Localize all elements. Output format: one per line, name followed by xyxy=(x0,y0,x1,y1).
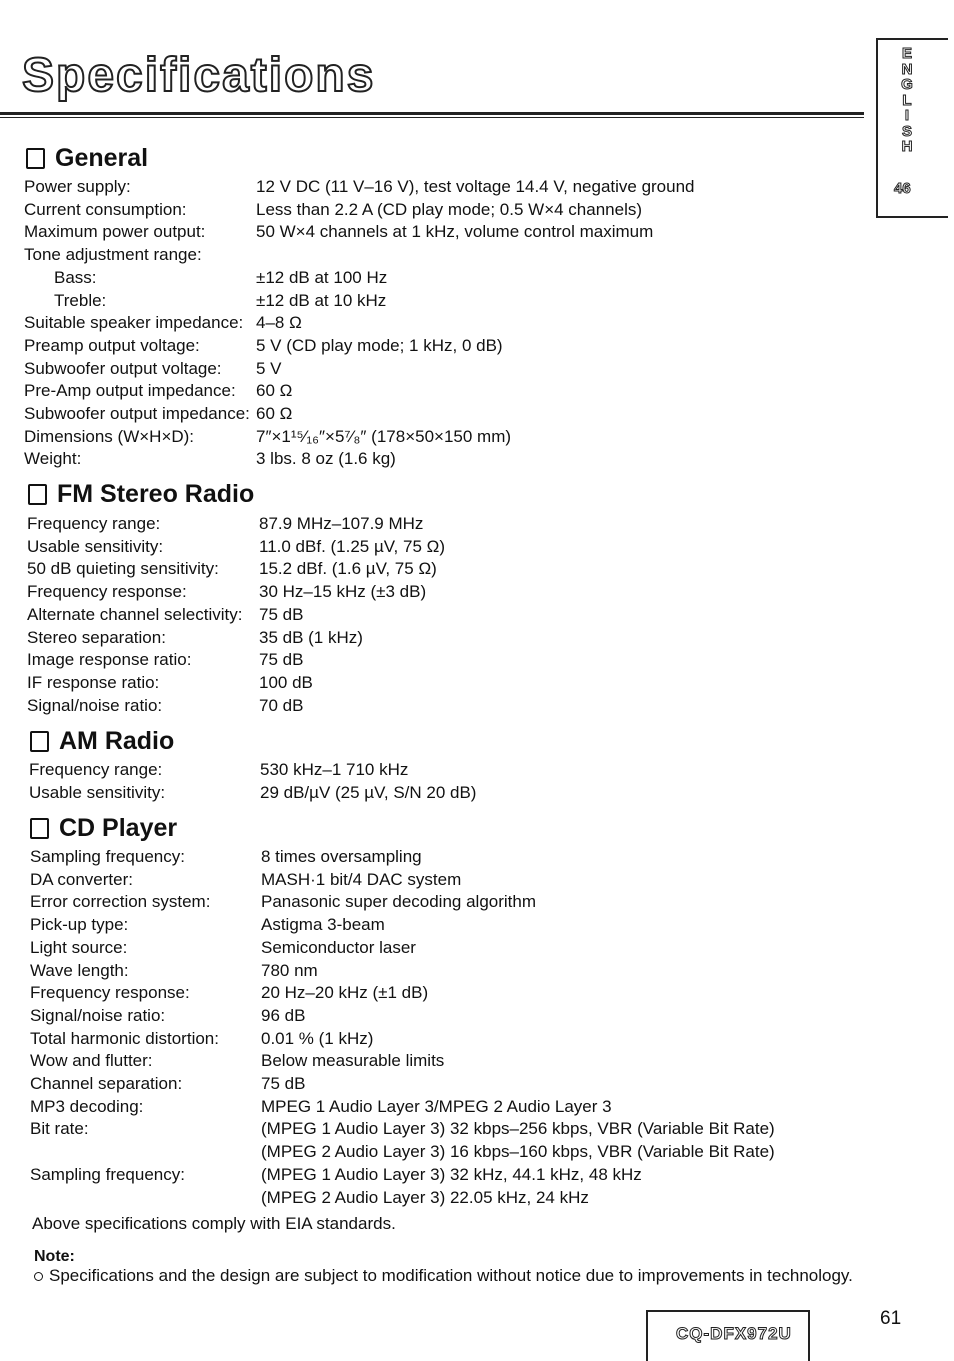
spec-label: Stereo separation: xyxy=(27,627,166,647)
spec-label: Sampling frequency: xyxy=(30,1164,185,1184)
spec-value: 29 dB/µV (25 µV, S/N 20 dB) xyxy=(260,782,477,802)
spec-label: Wave length: xyxy=(30,960,129,980)
spec-value: 100 dB xyxy=(259,672,313,692)
checkbox-icon xyxy=(30,731,49,752)
spec-label: IF response ratio: xyxy=(27,672,160,692)
spec-label: Subwoofer output impedance: xyxy=(24,404,250,423)
spec-value: 8 times oversampling xyxy=(261,847,422,866)
spec-value: 12 V DC (11 V–16 V), test voltage 14.4 V, negative ground xyxy=(256,177,695,196)
section-title-fm xyxy=(28,480,254,509)
spec-label: Current consumption: xyxy=(24,199,187,219)
spec-label: Usable sensitivity: xyxy=(29,782,166,802)
spec-label: DA converter: xyxy=(30,869,133,889)
spec-label: Preamp output voltage: xyxy=(24,335,200,355)
model-number: CQ-DFX972U xyxy=(676,1324,792,1343)
spec-label: Sampling frequency: xyxy=(30,847,185,866)
spec-label: Usable sensitivity: xyxy=(27,536,164,556)
spec-value: 20 Hz–20 kHz (±1 dB) xyxy=(261,983,429,1003)
spec-label: Subwoofer output voltage: xyxy=(24,358,222,378)
spec-value: 75 dB xyxy=(261,1074,306,1093)
spec-value: 60 Ω xyxy=(256,404,293,423)
language-letter: G xyxy=(901,76,913,93)
note-text-line xyxy=(34,1266,853,1286)
spec-value: 75 dB xyxy=(259,650,304,670)
spec-value: Astigma 3-beam xyxy=(261,915,385,935)
spec-label: Light source: xyxy=(30,937,128,957)
language-letter: L xyxy=(902,91,912,109)
page-title: Specifications xyxy=(22,49,376,102)
spec-value: MPEG 1 Audio Layer 3/MPEG 2 Audio Layer 3 xyxy=(261,1096,612,1116)
section-title-text: FM Stereo Radio xyxy=(57,480,255,508)
spec-value: Semiconductor laser xyxy=(261,937,416,957)
spec-value: 0.01 % (1 kHz) xyxy=(261,1028,374,1048)
spec-value: 30 Hz–15 kHz (±3 dB) xyxy=(259,582,427,602)
title-rule-thin xyxy=(0,117,864,118)
spec-value: (MPEG 2 Audio Layer 3) 22.05 kHz, 24 kHz xyxy=(261,1187,589,1207)
spec-value: 5 V (CD play mode; 1 kHz, 0 dB) xyxy=(256,335,503,355)
spec-label: Dimensions (W×H×D): xyxy=(24,426,195,446)
language-letter: N xyxy=(901,60,913,78)
spec-value: 7″×1¹⁵⁄₁₆″×5⁷⁄₈″ (178×50×150 mm) xyxy=(256,426,512,446)
spec-value: (MPEG 1 Audio Layer 3) 32 kbps–256 kbps, VBR (Variable Bit Rate) xyxy=(261,1119,775,1139)
spec-value: 87.9 MHz–107.9 MHz xyxy=(259,514,424,533)
spec-label: Tone adjustment range: xyxy=(24,245,202,265)
spec-label: Frequency range: xyxy=(27,514,161,533)
spec-value: (MPEG 2 Audio Layer 3) 16 kbps–160 kbps, VBR (Variable Bit Rate) xyxy=(261,1142,775,1162)
spec-label: Alternate channel selectivity: xyxy=(27,604,243,624)
spec-label: Weight: xyxy=(24,449,82,469)
spec-value: Below measurable limits xyxy=(261,1051,445,1071)
language-letter: H xyxy=(901,138,913,155)
spec-value: 50 W×4 channels at 1 kHz, volume control maximum xyxy=(256,222,654,242)
spec-label: Suitable speaker impedance: xyxy=(24,313,244,333)
spec-label: Frequency response: xyxy=(30,983,190,1003)
spec-label: 50 dB quieting sensitivity: xyxy=(27,559,219,579)
language-tab-page: 46 xyxy=(894,180,911,197)
section-title-text: General xyxy=(55,144,149,172)
spec-value: 3 lbs. 8 oz (1.6 kg) xyxy=(256,449,396,469)
checkbox-icon xyxy=(28,484,47,505)
spec-label: Maximum power output: xyxy=(24,222,206,242)
spec-value: 4–8 Ω xyxy=(256,313,302,333)
section-title-am xyxy=(30,727,174,756)
spec-value: 11.0 dBf. (1.25 µV, 75 Ω) xyxy=(259,536,446,556)
checkbox-icon xyxy=(26,148,45,169)
spec-label: Frequency range: xyxy=(29,760,163,779)
spec-label: Error correction system: xyxy=(30,892,211,912)
page-number: 61 xyxy=(880,1308,902,1329)
spec-label: Wow and flutter: xyxy=(30,1051,153,1071)
checkbox-icon xyxy=(30,818,49,839)
spec-value: 15.2 dBf. (1.6 µV, 75 Ω) xyxy=(259,559,437,579)
spec-value: 5 V xyxy=(256,358,282,378)
language-tab-letters xyxy=(896,46,918,155)
spec-value: MASH·1 bit/4 DAC system xyxy=(261,869,462,889)
spec-value: 75 dB xyxy=(259,604,304,624)
spec-label: Signal/noise ratio: xyxy=(27,695,163,715)
section-title-text: CD Player xyxy=(59,814,178,842)
bullet-icon xyxy=(34,1272,43,1281)
language-letter: S xyxy=(901,122,912,140)
spec-label: Bit rate: xyxy=(30,1119,89,1139)
spec-value: ±12 dB at 10 kHz xyxy=(256,290,387,310)
spec-label: Pick-up type: xyxy=(30,915,129,935)
note-text: Specifications and the design are subject to modification without notice due to improvements in technology. xyxy=(49,1266,853,1285)
spec-value: 35 dB (1 kHz) xyxy=(259,627,363,647)
spec-label: Channel separation: xyxy=(30,1074,183,1093)
spec-value: 530 kHz–1 710 kHz xyxy=(260,760,409,779)
language-letter: I xyxy=(904,107,910,124)
spec-value: (MPEG 1 Audio Layer 3) 32 kHz, 44.1 kHz, 48 kHz xyxy=(261,1164,642,1184)
note-label: Note: xyxy=(34,1248,75,1265)
spec-label: Bass: xyxy=(54,267,97,287)
spec-label: Signal/noise ratio: xyxy=(30,1005,166,1025)
section-title-general xyxy=(26,144,148,173)
spec-label: Pre-Amp output impedance: xyxy=(24,381,236,401)
spec-label: Total harmonic distortion: xyxy=(30,1028,219,1048)
section-title-cd xyxy=(30,814,177,843)
spec-label: Treble: xyxy=(54,290,107,310)
spec-value: 780 nm xyxy=(261,960,318,980)
spec-label: Image response ratio: xyxy=(27,650,192,670)
spec-value: ±12 dB at 100 Hz xyxy=(256,267,388,287)
spec-value: 96 dB xyxy=(261,1005,306,1025)
section-title-text: AM Radio xyxy=(59,727,175,755)
compliance-statement: Above specifications comply with EIA standards. xyxy=(32,1214,396,1233)
title-rule xyxy=(0,112,864,115)
spec-label: Frequency response: xyxy=(27,582,187,602)
spec-value: Panasonic super decoding algorithm xyxy=(261,892,537,912)
spec-value: Less than 2.2 A (CD play mode; 0.5 W×4 channels) xyxy=(256,199,643,219)
spec-label: Power supply: xyxy=(24,177,131,196)
spec-value: 60 Ω xyxy=(256,381,293,401)
spec-value: 70 dB xyxy=(259,695,304,715)
spec-label: MP3 decoding: xyxy=(30,1096,144,1116)
language-letter: E xyxy=(901,45,912,62)
